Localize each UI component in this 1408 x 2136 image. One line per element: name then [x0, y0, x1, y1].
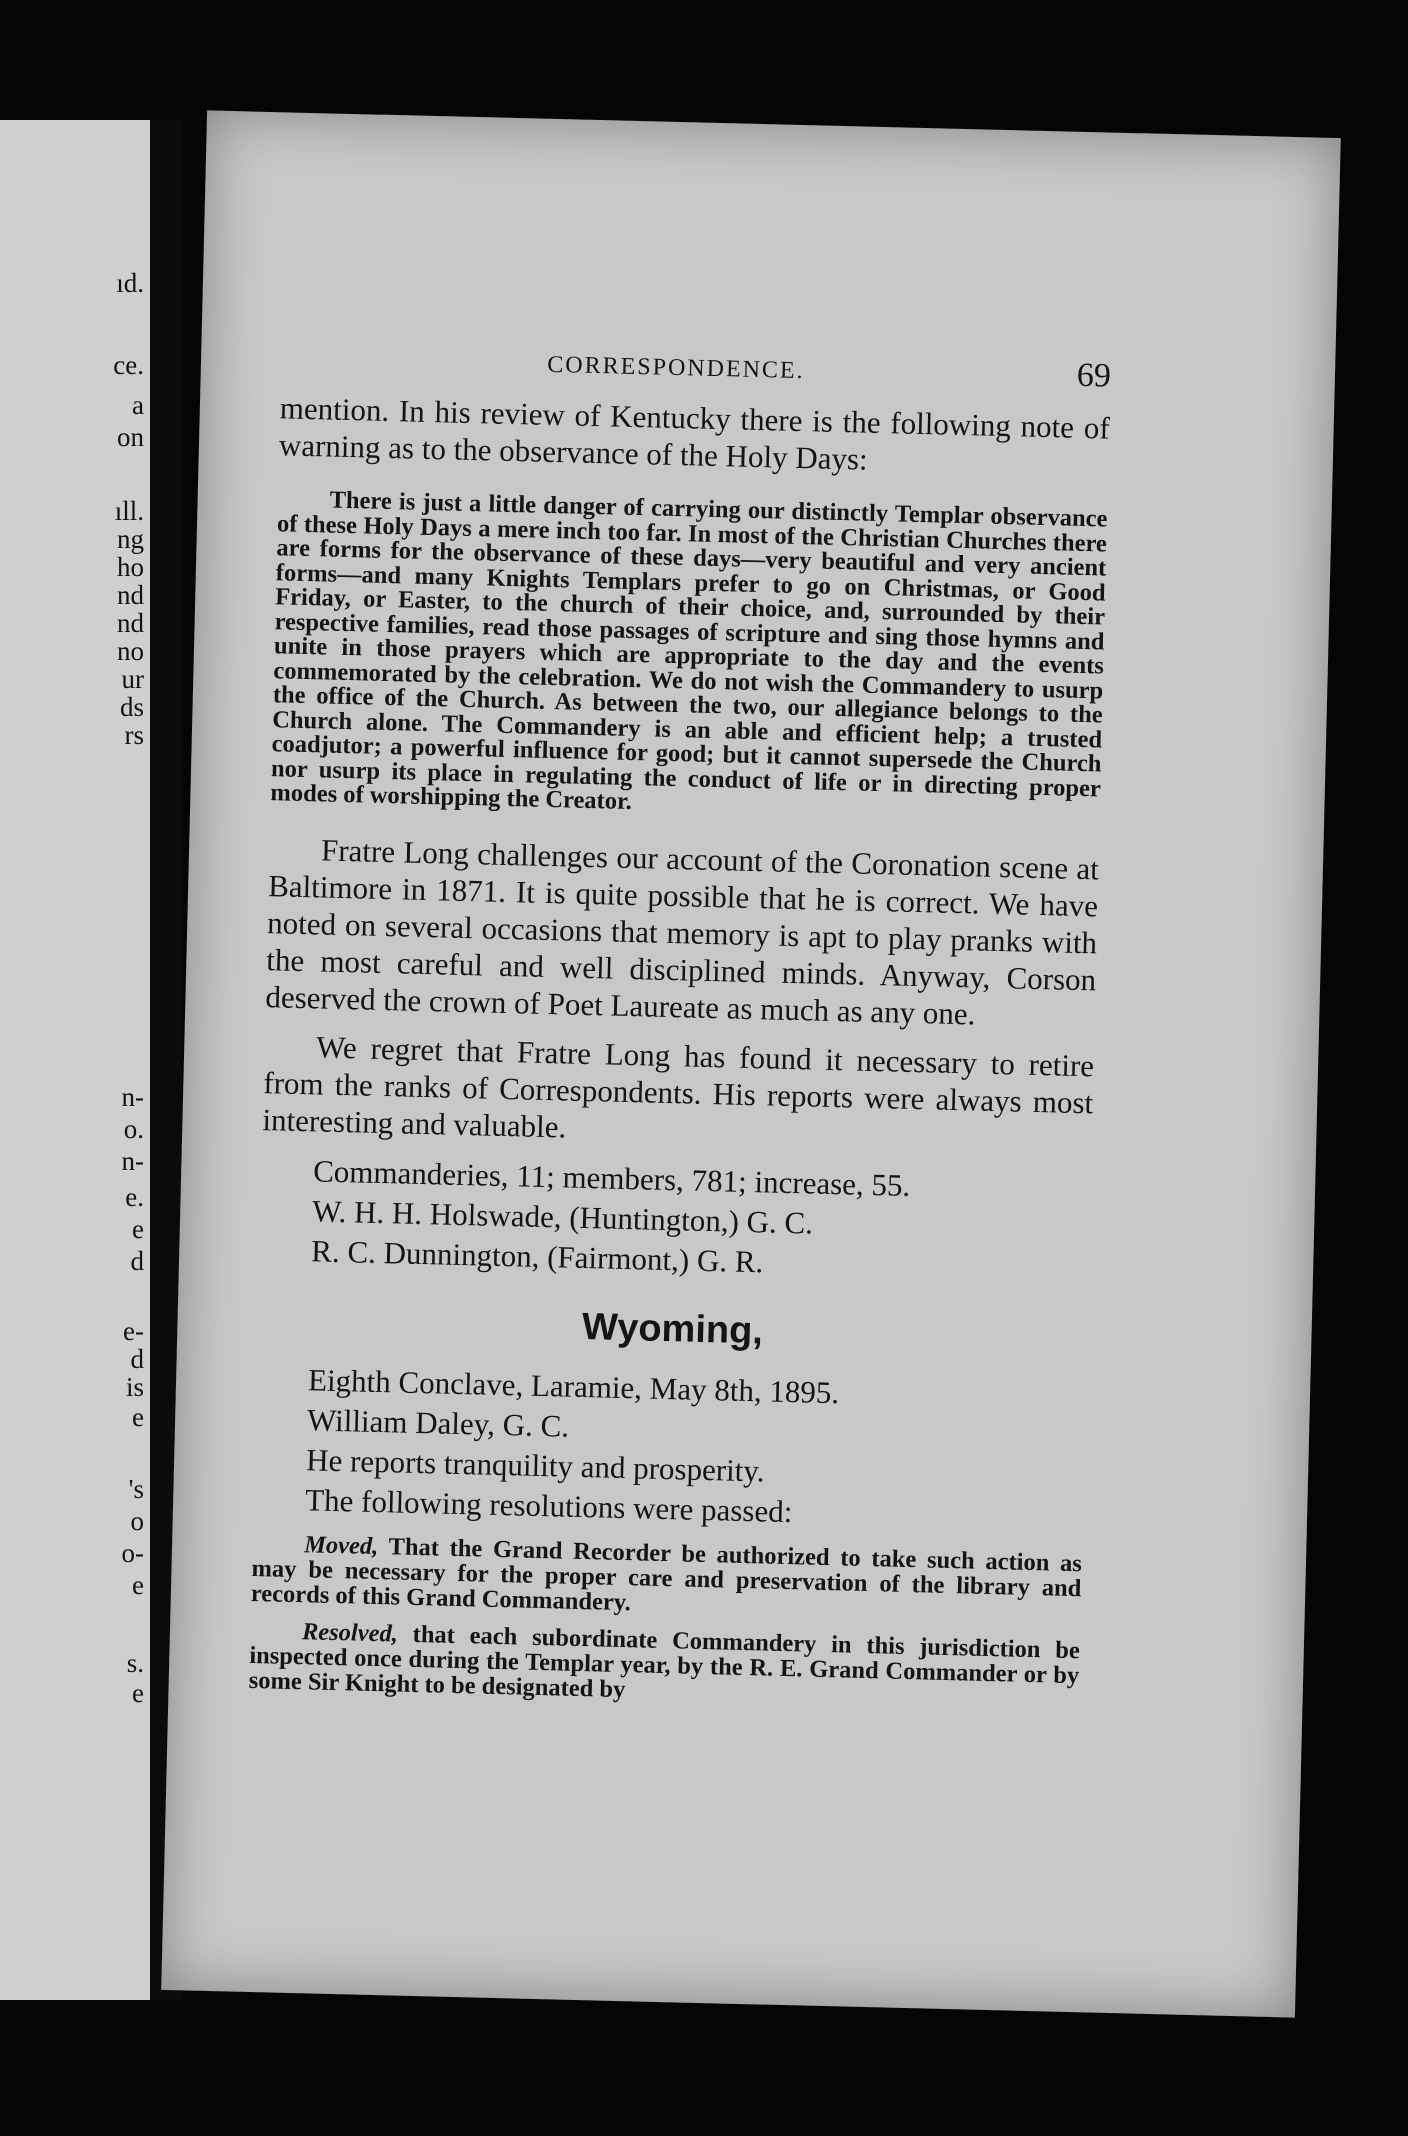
left-page-fragment: on — [117, 422, 144, 452]
fratre-long-paragraph: Fratre Long challenges our account of the Coronation scene at Baltimore in 1871. It is quite possible that he is correct. We have noted on several occasions that memory is apt to play pranks with the most careful and well disciplined minds. Anyway, Corson deserved the crown of Poet Laureate as much as any one. — [265, 831, 1100, 1031]
resolved-resolution — [248, 1617, 1080, 1712]
resolved-lead: Resolved, — [301, 1617, 399, 1648]
left-page-fragment: nd — [117, 608, 144, 638]
wyoming-heading: Wyoming, — [581, 1305, 764, 1352]
page-number: 69 — [1076, 356, 1112, 395]
left-page-fragment: 's — [128, 1474, 144, 1504]
left-page-fragment: ds — [119, 692, 144, 722]
left-page-fragment: ce. — [113, 350, 144, 380]
moved-resolution — [251, 1530, 1083, 1625]
left-page-fragment: d — [130, 1344, 144, 1374]
left-page-fragment: o- — [121, 1538, 144, 1568]
wyoming-report: He reports tranquility and prosperity. — [305, 1441, 766, 1488]
page-content — [248, 337, 1111, 1712]
left-facing-page — [0, 120, 150, 2000]
left-page-fragment: ıll. — [114, 496, 144, 526]
left-page-fragment: is — [125, 1372, 144, 1402]
resolved-text: that each subordinate Commandery in this jurisdiction be inspected once during the Templar year, by the R. E. Grand Commander or by some Sir Knight to be designated by — [248, 1620, 1081, 1703]
left-page-fragment: nd — [117, 580, 144, 610]
grand-recorder-line: R. C. Dunnington, (Fairmont,) G. R. — [310, 1232, 764, 1279]
left-page-fragment: no — [117, 636, 144, 666]
left-page-fragment: ur — [121, 664, 144, 694]
left-page-fragment: e — [132, 1570, 144, 1600]
left-page-fragment: e — [132, 1678, 144, 1708]
opening-paragraph: mention. In his review of Kentucky there is the following note of warning as to the observance of the Holy Days: — [278, 390, 1111, 477]
regret-paragraph: We regret that Fratre Long has found it necessary to retire from the ranks of Correspondents. His reports were always most interesting and valuable. — [262, 1028, 1095, 1145]
left-page-fragment: e. — [125, 1182, 144, 1212]
left-page-fragment: e — [132, 1214, 144, 1244]
left-page-fragment: d — [130, 1246, 144, 1276]
left-page-fragment: o. — [123, 1114, 144, 1144]
left-page-fragment: n- — [121, 1082, 144, 1112]
left-page-fragment: e — [132, 1402, 144, 1432]
conclave-line: Eighth Conclave, Laramie, May 8th, 1895. — [307, 1361, 840, 1410]
left-page-fragment: ng — [117, 524, 144, 554]
moved-text: That the Grand Recorder be authorized to take such action as may be necessary for the proper care and preservation of the library and records of this Grand Commandery. — [250, 1532, 1083, 1616]
left-page-fragment: a — [132, 390, 144, 420]
left-page-fragment: n- — [121, 1146, 144, 1176]
kentucky-quote: There is just a little danger of carrying our distinctly Templar observance of these Holy Days a mere inch too far. In most of the Christian Churches there are forms for the observance of these days—very beautiful and very ancient forms—and many Knights Templars prefer to go on Christmas, or Good Friday, or Easter, to the church of their choice, and, surrounded by their respective families, read those passages of scripture and sing those hymns and unite in those prayers which are appropriate to the day and the events commemorated by the celebration. We do not wish the Commandery to usurp the office of the Church. As between the two, our allegiance belongs to the Church alone. The Commandery is an able and efficient help; a trusted coadjutor; a powerful influence for good; but it cannot supersede the Church nor usurp its place in regulating the conduct of life or in directing proper modes of worshipping the Creator. — [270, 486, 1108, 816]
left-page-fragment: o — [130, 1506, 144, 1536]
left-page-fragment: s. — [126, 1648, 144, 1678]
left-page-fragment: ho — [117, 552, 144, 582]
moved-lead: Moved, — [303, 1530, 379, 1560]
left-page-fragment: e- — [123, 1316, 144, 1346]
left-page-fragment: ıd. — [116, 268, 144, 298]
left-page-fragment: rs — [124, 720, 144, 750]
running-header — [281, 337, 1112, 397]
book-page — [161, 110, 1341, 2017]
grand-commander-line: W. H. H. Holswade, (Huntington,) G. C. — [311, 1192, 814, 1241]
commanderies-stats: Commanderies, 11; members, 781; increase, 55. — [312, 1152, 911, 1203]
header-title: CORRESPONDENCE. — [547, 351, 805, 385]
wyoming-grand-commander: William Daley, G. C. — [306, 1401, 570, 1444]
resolutions-intro: The following resolutions were passed: — [304, 1481, 793, 1529]
